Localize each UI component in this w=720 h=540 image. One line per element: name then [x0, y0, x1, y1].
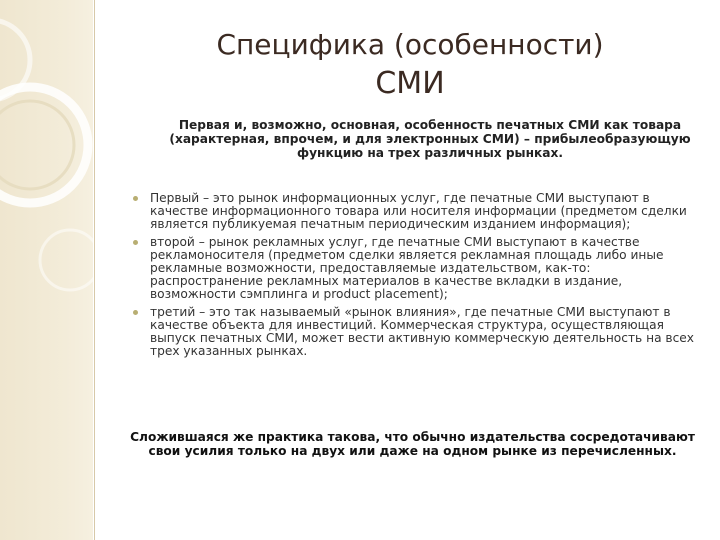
bullet-icon: [133, 196, 138, 201]
conclusion-paragraph: Сложившаяся же практика такова, что обычно издательства сосредотачивают свои усилия только на двух или даже на одном рынке из перечисленных.: [130, 430, 695, 458]
bullet-item: [130, 192, 695, 232]
slide-title: Специфика (особенности): [216, 28, 604, 61]
decorative-sidebar: [0, 0, 93, 540]
decorative-circles-icon: [0, 0, 93, 540]
bullet-icon: [133, 240, 138, 245]
intro-paragraph: Первая и, возможно, основная, особенность печатных СМИ как товара (характерная, впрочем, и для электронных СМИ) – прибылеобразующую функцию на трех различных рынках.: [169, 118, 691, 160]
slide-title-second-line: СМИ: [375, 66, 445, 101]
bullet-icon: [133, 310, 138, 315]
bullet-item: [130, 236, 695, 302]
bullet-text: второй – рынок рекламных услуг, где печатные СМИ выступают в качестве рекламоносителя (предметом сделки является рекламная площадь либо иные рекламные возможности, предоставляемые издательством, как-то: распространение рекламных материалов в качестве вкладки в издание, возможности сэмплинга и product placement);: [150, 234, 664, 302]
bullet-list: [130, 192, 695, 362]
sidebar-divider: [94, 0, 95, 540]
bullet-item: [130, 306, 695, 359]
bullet-text: Первый – это рынок информационных услуг, где печатные СМИ выступают в качестве информационного товара или носителя информации (предметом сделки является публикуемая печатным периодическим изданием информация);: [150, 191, 687, 232]
bullet-text: третий – это так называемый «рынок влияния», где печатные СМИ выступают в качестве объекта для инвестиций. Коммерческая структура, осуществляющая выпуск печатных СМИ, может вести активную коммерческую деятельность на всех трех указанных рынках.: [150, 304, 695, 359]
